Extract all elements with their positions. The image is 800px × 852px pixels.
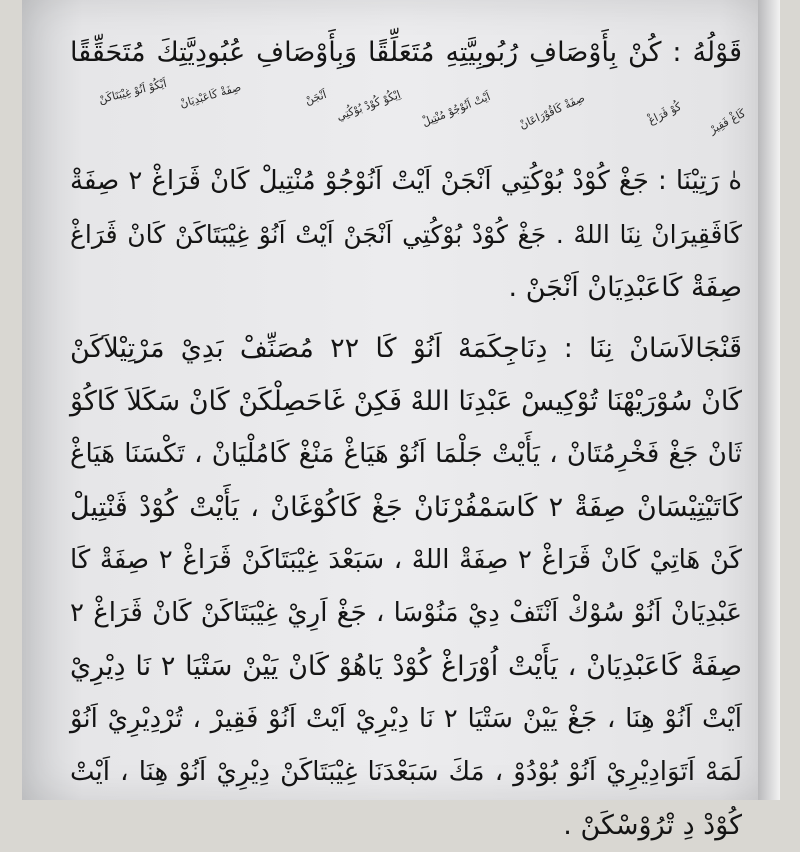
text-line: قَنْجَالاَسَانْ نِنَا : دِنَاجِكَمَهْ اَنُوْ كَا ٢٢ مُصَنِّفْ بَدِيْ مَرْتِيْلاَكَنْ bbox=[70, 333, 742, 364]
gloss: كَاغْ فَقِيرْ bbox=[707, 106, 748, 137]
text-line: ثَانْ جَغْ فَخْرِمُتَانْ ، يَأَيْتْ جَلْمَا اَنُوْ هَيَاغْ مَنْغْ كَامُلْيَانْ ، تَكْسَنَا هَيَاغْ bbox=[70, 439, 742, 469]
paragraph-gap bbox=[70, 314, 742, 322]
text-line: لَمَهْ اَتَوَادِيْرِيْ اَنُوْ بُوْدُوْ ، مَكَ سَبَعْدَنَا غِيْبَتَاكَنْ دِيْرِيْ اَنُوْ هِنَا ، اَيْتْ bbox=[70, 757, 742, 787]
interlinear-gloss-row bbox=[70, 76, 748, 155]
text-line: صِفَةْ كَاعَبْدِيَانْ اَنْجَنْ . bbox=[508, 272, 742, 303]
page-edge bbox=[758, 0, 780, 800]
text-line: كَاڤَقِيرَانْ نِنَا اللهْ . جَغْ كُوْدْ بُوْكُتِي اَنْجَنْ اَيْتْ اَنُوْ غِيْبَتَاكَنْ كَانْ ڤَرَاغْ bbox=[70, 220, 742, 249]
text-line: كُوْدْ دِ تْرُوْسْكَنْ . bbox=[563, 810, 742, 841]
text-line: اَيْتْ اَنُوْ هِنَا ، جَغْ يَيْنْ سَتْيَا ٢ نَا دِيْرِيْ اَيْتْ اَنُوْ فَقِيرْ ، تُرْدِيْرِيْ اَنُوْ bbox=[70, 704, 742, 734]
gloss: اِيْكُوْ كُوْدْ بُوْكُتِي bbox=[334, 87, 403, 124]
text-line: كَنْ هَاتِيْ كَانْ ڤَرَاغْ ٢ صِفَةْ اللهْ ، سَبَعْدَ غِيْبَتَاكَنْ ڤَرَاغْ ٢ صِفَةْ كَا bbox=[70, 545, 742, 575]
text-line: كَانْ سُوْرَيْهْنَا تُوْكِيسْ عَبْدِنَا اللهْ فَكِنْ غَاحَصِلْكَنْ كَانْ سَكَلاَ كَاكُوْ bbox=[70, 386, 742, 417]
text-line: عَبْدِيَانْ اَنُوْ سُوْكْ اَنْتَفْ دِيْ مَنُوْسَا ، جَغْ اَرِيْ غِيْبَتَاكَنْ كَانْ ڤَرَاغْ ٢ bbox=[70, 598, 742, 628]
text-line: قَوْلُهُ : كُنْ بِأَوْصَافِ رُبُوبِيَّتِهِ مُتَعَلِّقًا وَبِأَوْصَافِ عُبُودِيَّتِكَ مُتَحَقِّقًا bbox=[70, 37, 742, 68]
book-page bbox=[22, 0, 780, 841]
text-line: صِفَةْ كَاعَبْدِيَانْ ، يَأَيْتْ اُوْرَاغْ كُوْدْ يَاهُوْ كَانْ يَيْنْ سَتْيَا ٢ نَا دِيْرِيْ bbox=[70, 651, 742, 682]
page-text bbox=[70, 26, 748, 852]
gloss: صِفَةْ كَاقُوْرَاعَانْ bbox=[517, 91, 587, 132]
text-line: كَاتَيْتِيْسَانْ صِفَةْ ٢ كَاسَمْفُرْنَانْ جَغْ كَاكُوْغَانْ ، يَأَيْتْ كُوْدْ ڤَنْتِيلْ bbox=[70, 492, 742, 523]
text-line: هٰ رَتِيْنَا : جَغْ كُوْدْ بُوْكُتِي اَنْجَنْ اَيْتْ اَنُوْجُوْ مُنْتِيلْ كَانْ ڤَرَاغْ ٢ صِفَةْ bbox=[70, 166, 742, 196]
gloss: كُوْ ڤَرَاغْ bbox=[645, 99, 684, 128]
gloss: اَنْجَنْ bbox=[303, 87, 329, 108]
gloss: اَيْتْ اَنُوْجُوْ مُنْتِيلْ bbox=[419, 89, 492, 130]
gloss: صِفَةْ كَاعَبْدِيَانْ bbox=[178, 80, 243, 111]
gloss: اَيْكُوْ اَنُوْ غِيْبَتَاكَنْ bbox=[97, 76, 168, 107]
